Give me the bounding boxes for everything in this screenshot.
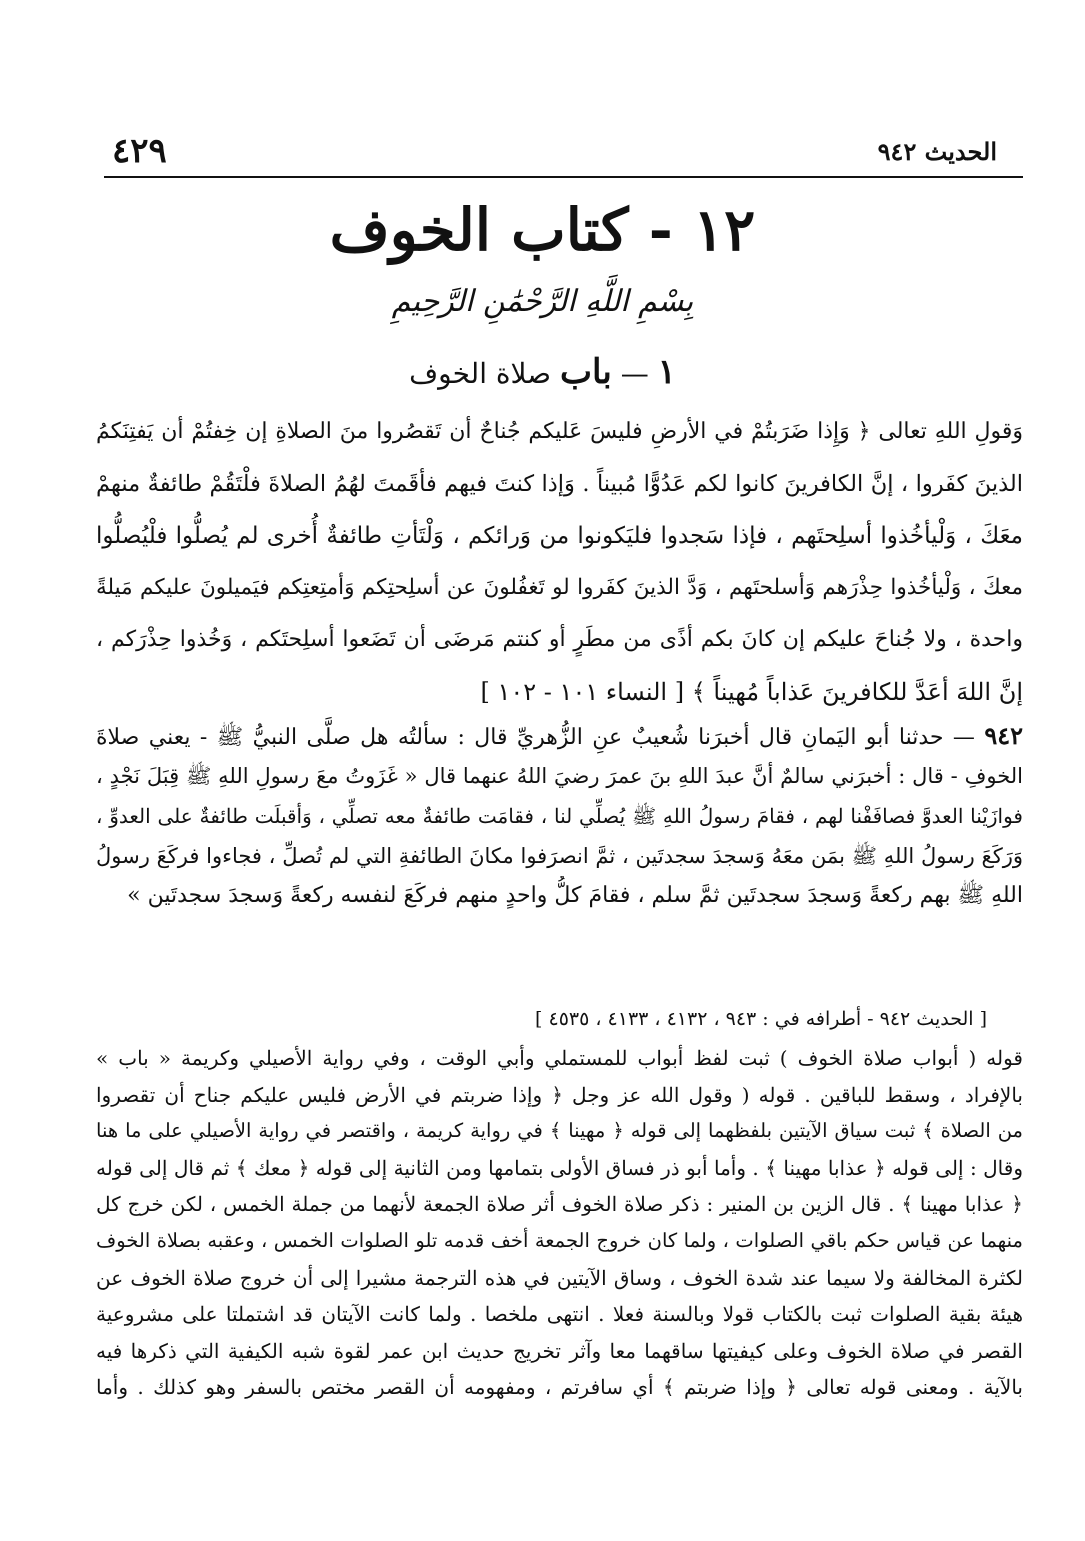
commentary-line: لكثرة المخالفة ولا سيما عند شدة الخوف ، وساق الآيتين في هذه الترجمة مشيرا إلى أن خروج صلاة الخوف عن [96, 1265, 1023, 1290]
hadith-text-block [96, 716, 1023, 916]
commentary-line: وقال : إلى قوله ﴿ عذابا مهينا ﴾ . وأما أبو ذر فساق الأولى بتمامها ومن الثانية إلى قوله ﴿ معك ﴾ ثم قال إلى قوله [96, 1155, 1023, 1180]
hadith-cross-references: [ الحديث ٩٤٢ - أطرافه في : ٩٤٣ ، ٤١٣٢ ، ٤١٣٣ ، ٤٥٣٥ ] [535, 1008, 987, 1030]
hadith-line-text: حدثنا أبو اليَمانِ قال أخبرَنا شُعيبٌ عنِ الزُّهريِّ قال : سألتُه هل صلَّى النبيُّ ﷺ - يعني صلاةَ [96, 725, 944, 750]
commentary-line: القصر في صلاة الخوف وعلى كيفيتها ساقهما معا وآثر تخريج حديث ابن عمر لقوة شبه الكيفية التي ذكرها فيه [96, 1338, 1023, 1363]
chapter-heading [0, 350, 1085, 396]
commentary-line: قوله ( أبواب صلاة الخوف ) ثبت لفظ أبواب للمستملي وأبي الوقت ، وفي رواية الأصيلي وكريمة « باب » [96, 1046, 1023, 1070]
verse-line: وَقولِ اللهِ تعالى ﴿ وَإِذا ضَرَبتُمْ في الأرضِ فليسَ عَليكم جُناحٌ أن تَقصُروا منَ الصلاةِ إن خِفتُمْ أن يَفتِنَكمُ [96, 419, 1023, 444]
basmala: بِسْمِ اللَّهِ الرَّحْمَٰنِ الرَّحِيمِ [391, 284, 694, 319]
book-title: ١٢ - كتاب الخوف [329, 196, 756, 264]
hadith-dash: — [943, 725, 975, 750]
commentary-block [96, 1040, 1023, 1406]
verse-line: معكَ ، وَلْيأخُذوا حِذْرَهم وَأسلحتَهم ، وَدَّ الذينَ كفَروا لو تَغفُلونَ عن أسلِحتِكم وَأمتِعتِكم فيَميلونَ عليكم مَيلةً [96, 575, 1023, 600]
commentary-line: بالإفراد ، وسقط للباقين . قوله ( وقول الله عز وجل ﴿ وإذا ضربتم في الأرض فليس عليكم جناح أن تقصروا [96, 1082, 1023, 1107]
verse-line: الذينَ كفَروا ، إنَّ الكافرينَ كانوا لكم عَدُوًّا مُبيناً . وَإذا كنتَ فيهم فأقَمتَ لهُمُ الصلاةَ فلْتَقُمْ طائفةٌ منهمْ [96, 471, 1023, 497]
commentary-line: هيئة بقية الصلوات ثبت بالكتاب قولا وبالسنة فعلا . انتهى ملخصا . ولما كانت الآيتان قد اشتملتا على مشروعية [96, 1302, 1023, 1327]
chapter-word: باب [559, 352, 612, 392]
running-hadith-reference: الحديث ٩٤٢ [877, 136, 997, 166]
commentary-line: ﴿ عذابا مهينا ﴾ . قال الزين بن المنير : ذكر صلاة الخوف أثر صلاة الجمعة لأنهما من جملة الخمس ، لكن خرج كل [96, 1192, 1023, 1217]
commentary-line: بالآية . ومعنى قوله تعالى ﴿ وإذا ضربتم ﴾ أي سافرتم ، ومفهومه أن القصر مختص بالسفر وهو كذلك . وأما [96, 1375, 1023, 1400]
page-number: ٤٢٩ [112, 131, 167, 171]
hadith-line: وَرَكَعَ رسولُ اللهِ ﷺ بمَن معَهُ وَسجدَ سجدتَين ، ثمَّ انصرَفوا مكانَ الطائفةِ التي لم تُصلِّ ، فجاءوا فركَعَ رسولُ [96, 844, 1023, 868]
quran-verse-block [96, 406, 1023, 718]
header-rule [104, 176, 1023, 178]
chapter-number: ١ [657, 352, 676, 392]
commentary-line: منهما عن قياس حكم باقي الصلوات ، ولما كان خروج الجمعة أخف قدمه تلو الصلوات الخمس ، وعقبه بصلاة الخوف [96, 1228, 1023, 1252]
hadith-line: الخوفِ - قال : أخبرَني سالمٌ أنَّ عبدَ اللهِ بنَ عمرَ رضيَ اللهُ عنهما قال « غَزَوتُ معَ رسولِ اللهِ ﷺ قِبَلَ نَجْدٍ ، [96, 764, 1023, 788]
verse-line: معَكَ ، وَلْيأخُذوا أسلِحتَهم ، فإذا سَجدوا فليَكونوا من وَرائكم ، وَلْتَأتِ طائفةٌ أُخرى لم يُصلُّوا فلْيُصلُّوا [96, 523, 1023, 549]
hadith-line: اللهِ ﷺ بهم ركعةً وَسجدَ سجدتَين ثمَّ سلم ، فقامَ كلُّ واحدٍ منهم فركَعَ لنفسه ركعةً وَسجدَ سجدتَين » [127, 883, 1023, 908]
chapter-title: صلاة الخوف [409, 357, 552, 390]
hadith-line [96, 716, 1023, 756]
page-header [112, 128, 997, 174]
hadith-line: فوازَيْنا العدوَّ فصافَفْنا لهم ، فقامَ رسولُ اللهِ ﷺ يُصلِّي لنا ، فقامَت طائفةٌ معه تصلِّي ، وَأقبلَت طائفةٌ على العدوِّ ، [96, 804, 1023, 828]
commentary-line: من الصلاة ﴾ ثبت سياق الآيتين بلفظهما إلى قوله ﴿ مهينا ﴾ في رواية كريمة ، واقتصر في رواية الأصيلي على ما هنا [96, 1119, 1023, 1143]
verse-line: واحدة ، ولا جُناحَ عليكم إن كانَ بكم أذًى من مطَرٍ أو كنتم مَرضَى أن تَضَعوا أسلِحتَكم ، وَخُذوا حِذْرَكم ، [96, 627, 1023, 652]
chapter-dash: — [611, 357, 649, 390]
hadith-number: ٩٤٢ [984, 721, 1023, 750]
verse-line: إنَّ اللهَ أعَدَّ للكافرينَ عَذاباً مُهيناً ﴾ [ النساء ١٠١ - ١٠٢ ] [480, 678, 1023, 706]
